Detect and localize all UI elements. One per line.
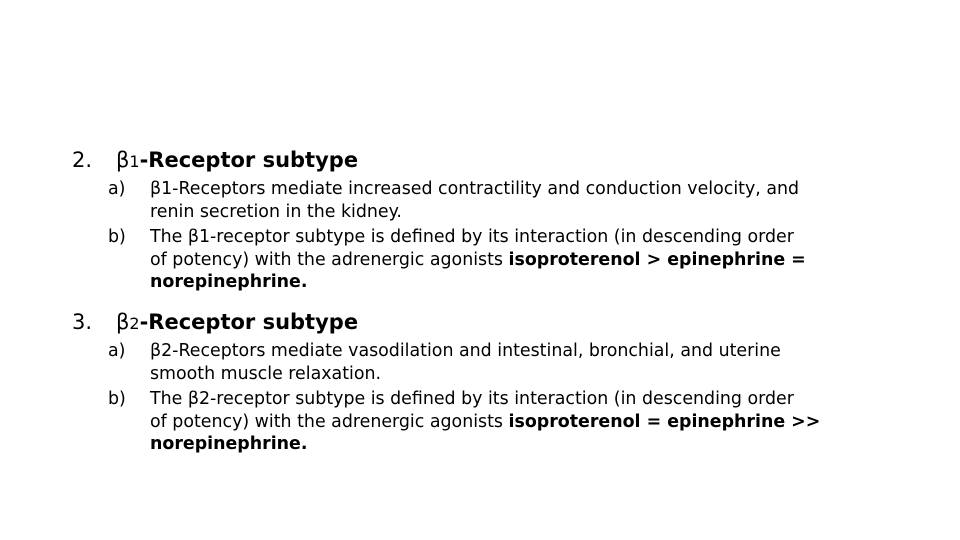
title-text: -Receptor subtype (139, 310, 359, 334)
title-subscript: 2 (129, 314, 140, 333)
section-beta2 (72, 307, 892, 459)
item-line (150, 249, 880, 272)
item-marker: b) (108, 227, 126, 247)
section-beta1 (72, 145, 892, 297)
section-heading (72, 145, 892, 175)
item-marker: b) (108, 389, 126, 409)
item-marker: a) (108, 341, 126, 361)
item-line: renin secretion in the kidney. (150, 201, 402, 222)
title-greek: β (116, 148, 130, 172)
section-number: 2. (72, 148, 93, 172)
item-list (72, 178, 892, 294)
item-marker: a) (108, 179, 126, 199)
item-list (72, 340, 892, 456)
item-text: of potency) with the adrenergic agonists (150, 249, 509, 270)
agonist-order-end: norepinephrine. (150, 434, 308, 454)
section-number: 3. (72, 310, 93, 334)
agonist-order: isoproterenol > epinephrine = (508, 249, 806, 270)
item-line (150, 411, 880, 434)
item-text: of potency) with the adrenergic agonists (150, 411, 509, 432)
section-heading (72, 307, 892, 337)
section-title (116, 145, 358, 177)
title-text: -Receptor subtype (139, 148, 359, 172)
item-line: β1-Receptors mediate increased contractility and conduction velocity, and (150, 179, 800, 199)
title-greek: β (116, 310, 130, 334)
title-subscript: 1 (129, 152, 140, 171)
agonist-order: isoproterenol = epinephrine >> (508, 411, 821, 432)
item-line: β2-Receptors mediate vasodilation and intestinal, bronchial, and uterine (150, 341, 781, 361)
section-title (116, 307, 358, 339)
item-line: smooth muscle relaxation. (150, 363, 382, 384)
agonist-order-end: norepinephrine. (150, 272, 308, 292)
list-item (72, 226, 880, 294)
list-item (72, 388, 880, 456)
item-line: The β1-receptor subtype is defined by its interaction (in descending order (150, 227, 794, 247)
list-item (72, 178, 880, 223)
list-item (72, 340, 880, 385)
item-line: The β2-receptor subtype is defined by its interaction (in descending order (150, 389, 794, 409)
